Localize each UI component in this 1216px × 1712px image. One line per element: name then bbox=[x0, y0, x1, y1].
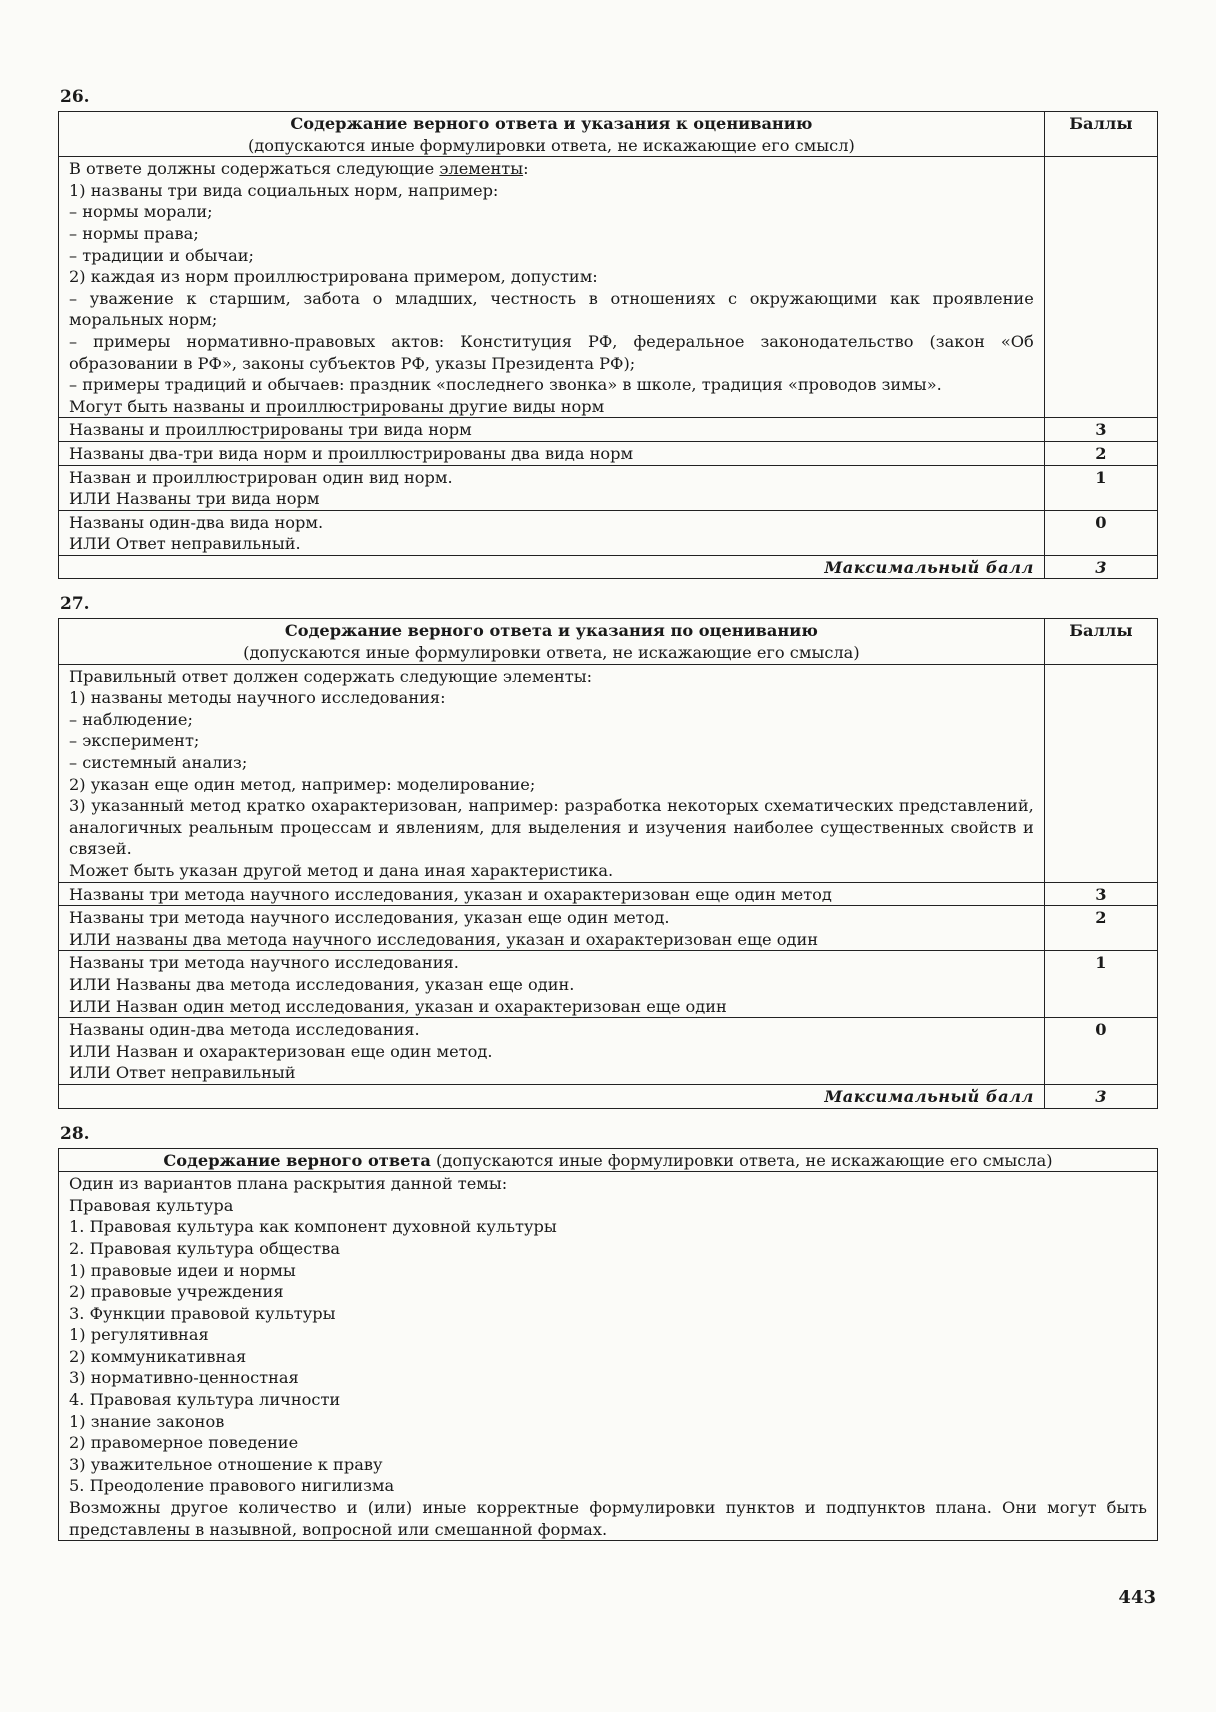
task-27-header-note: (допускаются иные формулировки ответа, не искажающие его смысла) bbox=[243, 643, 860, 663]
max-score-value: 3 bbox=[1044, 1084, 1157, 1108]
content-line: 3. Функции правовой культуры bbox=[69, 1303, 336, 1323]
criteria-row bbox=[59, 882, 1158, 906]
content-line: Один из вариантов плана раскрытия данной темы: bbox=[69, 1174, 508, 1194]
criteria-text: Названы один-два метода исследования. ИЛИ Назван и охарактеризован еще один метод. ИЛИ Ответ неправильный bbox=[59, 1018, 1045, 1085]
content-line: 1. Правовая культура как компонент духовной культуры bbox=[69, 1217, 557, 1237]
content-line: 3) уважительное отношение к праву bbox=[69, 1454, 383, 1474]
content-line: Правильный ответ должен содержать следующие элементы: bbox=[69, 666, 593, 686]
task-26-header bbox=[59, 112, 1045, 157]
task-28-content-row bbox=[59, 1172, 1158, 1541]
content-line: – примеры нормативно-правовых актов: Конституция РФ, федеральное законодательство (закон «Об образовании в РФ», законы субъектов РФ, указы Президента РФ); bbox=[69, 331, 1034, 373]
task-27-content-score bbox=[1044, 664, 1157, 882]
criteria-text: Названы три метода научного исследования, указан еще один метод. ИЛИ названы два метода научного исследования, указан и охарактеризован еще один bbox=[59, 906, 1045, 951]
content-line: 2) правомерное поведение bbox=[69, 1433, 299, 1453]
criteria-row bbox=[59, 1018, 1158, 1085]
content-line: Правовая культура bbox=[69, 1195, 234, 1215]
task-27-table bbox=[58, 618, 1158, 1108]
task-27-content bbox=[59, 664, 1045, 882]
task-27-header-title: Содержание верного ответа и указания по оцениванию bbox=[284, 621, 818, 641]
task-28-number: 28. bbox=[60, 1123, 90, 1144]
criteria-score: 2 bbox=[1044, 906, 1157, 951]
task-28-header-note: (допускаются иные формулировки ответа, не искажающие его смысла) bbox=[436, 1150, 1053, 1170]
criteria-score: 0 bbox=[1044, 510, 1157, 555]
max-score-row bbox=[59, 555, 1158, 579]
task-26-header-row bbox=[59, 112, 1158, 157]
content-line: 5. Преодоление правового нигилизма bbox=[69, 1476, 395, 1496]
content-line: 2) правовые учреждения bbox=[69, 1282, 284, 1302]
task-26-header-note: (допускаются иные формулировки ответа, не искажающие его смысл) bbox=[247, 135, 855, 155]
criteria-text: Назван и проиллюстрирован один вид норм. ИЛИ Названы три вида норм bbox=[59, 465, 1045, 510]
content-line: – традиции и обычаи; bbox=[69, 245, 255, 265]
content-line: – уважение к старшим, забота о младших, честность в отношениях с окружающими как проявление моральных норм; bbox=[69, 288, 1034, 330]
criteria-text: Названы один-два вида норм. ИЛИ Ответ неправильный. bbox=[59, 510, 1045, 555]
answer-key-page bbox=[58, 86, 1158, 1541]
criteria-row bbox=[59, 906, 1158, 951]
task-27-score-header: Баллы bbox=[1044, 619, 1157, 664]
task-27-header bbox=[59, 619, 1045, 664]
content-line: – нормы права; bbox=[69, 223, 199, 243]
criteria-score: 1 bbox=[1044, 951, 1157, 1018]
content-line: – нормы морали; bbox=[69, 202, 213, 222]
task-26-content-intro: В ответе должны содержаться следующие элементы: bbox=[69, 159, 529, 179]
criteria-text: Названы и проиллюстрированы три вида норм bbox=[59, 418, 1045, 442]
content-line: 1) названы методы научного исследования: bbox=[69, 688, 446, 708]
task-28-table bbox=[58, 1148, 1158, 1542]
criteria-row bbox=[59, 465, 1158, 510]
content-line: 4. Правовая культура личности bbox=[69, 1390, 341, 1410]
task-28-header bbox=[59, 1148, 1158, 1172]
criteria-text: Названы два-три вида норм и проиллюстрированы два вида норм bbox=[59, 441, 1045, 465]
criteria-text: Названы три метода научного исследования. ИЛИ Названы два метода исследования, указан еще один. ИЛИ Назван один метод исследования, указан и охарактеризован еще один bbox=[59, 951, 1045, 1018]
max-score-row bbox=[59, 1084, 1158, 1108]
max-score-label: Максимальный балл bbox=[59, 1084, 1045, 1108]
content-line: Могут быть названы и проиллюстрированы другие виды норм bbox=[69, 396, 605, 416]
content-line: 1) названы три вида социальных норм, например: bbox=[69, 180, 499, 200]
task-27-header-row bbox=[59, 619, 1158, 664]
task-26-table bbox=[58, 111, 1158, 579]
criteria-row bbox=[59, 418, 1158, 442]
content-line: 2. Правовая культура общества bbox=[69, 1238, 340, 1258]
content-line: 2) коммуникативная bbox=[69, 1346, 247, 1366]
content-line: Может быть указан другой метод и дана иная характеристика. bbox=[69, 861, 614, 880]
content-line: 3) указанный метод кратко охарактеризован, например: разработка некоторых схематических представлений, аналогичных реальным процессам и явлениям, для выделения и изучения наиболее существенных свойств и связей. bbox=[69, 796, 1034, 859]
content-line: Возможны другое количество и (или) иные корректные формулировки пунктов и подпунктов плана. Они могут быть представлены в назывной, вопросной или смешанной формах. bbox=[69, 1498, 1147, 1539]
criteria-score: 3 bbox=[1044, 882, 1157, 906]
criteria-score: 2 bbox=[1044, 441, 1157, 465]
page-number: 443 bbox=[1118, 1587, 1156, 1608]
task-26-content bbox=[59, 157, 1045, 418]
task-26-score-header: Баллы bbox=[1044, 112, 1157, 157]
content-line: 1) знание законов bbox=[69, 1411, 225, 1431]
criteria-score: 0 bbox=[1044, 1018, 1157, 1085]
task-27-content-row bbox=[59, 664, 1158, 882]
task-28-header-row bbox=[59, 1148, 1158, 1172]
task-28-content bbox=[59, 1172, 1158, 1541]
task-26-content-row bbox=[59, 157, 1158, 418]
criteria-row bbox=[59, 510, 1158, 555]
content-line: 2) указан еще один метод, например: моделирование; bbox=[69, 774, 536, 794]
criteria-text: Названы три метода научного исследования, указан и охарактеризован еще один метод bbox=[59, 882, 1045, 906]
criteria-row bbox=[59, 441, 1158, 465]
task-28-header-title: Содержание верного ответа bbox=[163, 1150, 431, 1170]
content-line: 1) правовые идеи и нормы bbox=[69, 1260, 296, 1280]
task-27-number: 27. bbox=[60, 594, 90, 615]
criteria-score: 3 bbox=[1044, 418, 1157, 442]
content-line: 2) каждая из норм проиллюстрирована примером, допустим: bbox=[69, 267, 598, 287]
content-line: – системный анализ; bbox=[69, 753, 248, 773]
criteria-score: 1 bbox=[1044, 465, 1157, 510]
content-line: 1) регулятивная bbox=[69, 1325, 209, 1345]
task-26-header-title: Содержание верного ответа и указания к оцениванию bbox=[290, 114, 813, 133]
content-line: – примеры традиций и обычаев: праздник «последнего звонка» в школе, традиция «проводов зимы». bbox=[69, 375, 942, 395]
max-score-value: 3 bbox=[1044, 555, 1157, 579]
task-26-underlined-word: элементы bbox=[439, 159, 524, 179]
content-line: 3) нормативно-ценностная bbox=[69, 1368, 299, 1388]
content-line: – наблюдение; bbox=[69, 709, 193, 729]
max-score-label: Максимальный балл bbox=[59, 555, 1045, 579]
task-26-number: 26. bbox=[60, 87, 90, 107]
task-26-content-score bbox=[1044, 157, 1157, 418]
content-line: – эксперимент; bbox=[69, 731, 200, 751]
criteria-row bbox=[59, 951, 1158, 1018]
